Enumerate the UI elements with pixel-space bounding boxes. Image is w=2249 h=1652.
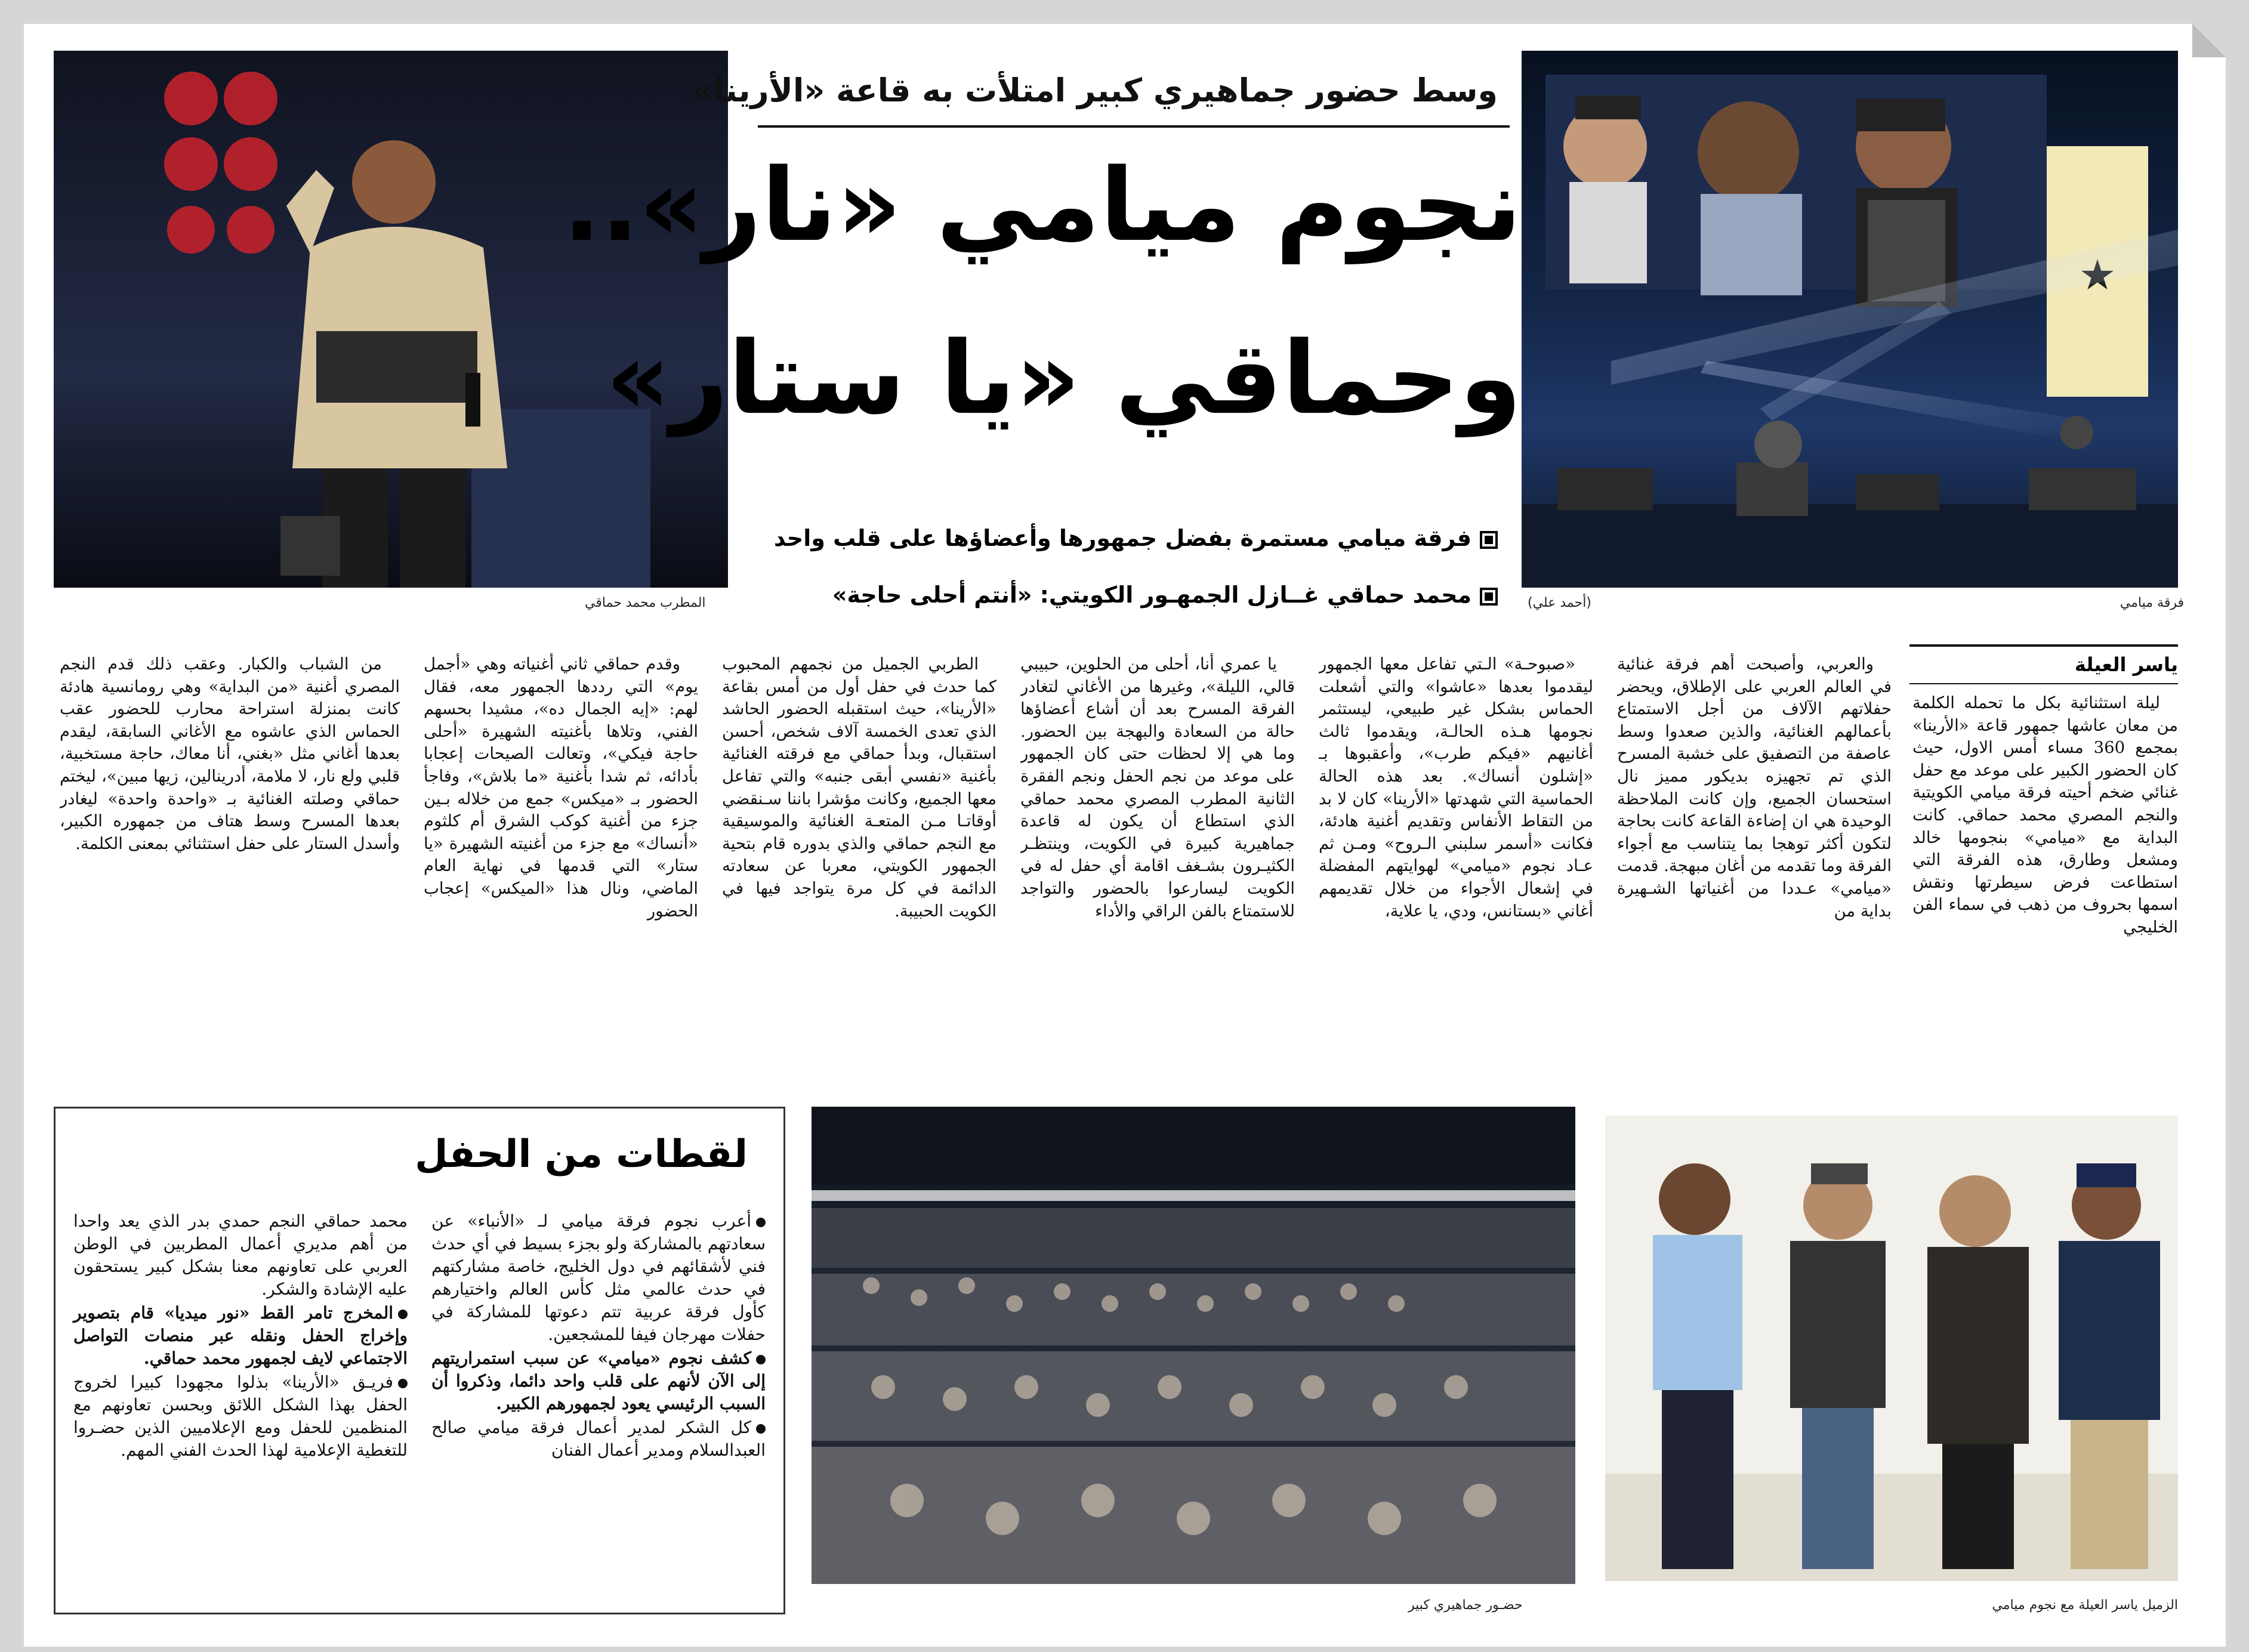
sidebar-box [54,1107,785,1614]
crowd-photo [812,1107,1575,1584]
subhead-text-2: محمد حماقي غــازل الجمهـور الكويتي: «أنتم أحلى حاجة» [832,582,1471,608]
bullet-dot-icon [756,1218,766,1227]
byline: ياسر العيلة [2074,653,2178,676]
sidebar-item [73,1302,408,1370]
group-illustration [1605,1116,2178,1581]
photographer-credit: (أحمد علي) [1528,595,1591,610]
miami-band-photo [1522,51,2178,588]
article-column-7 [60,653,400,1098]
subhead-text-1: فرقة ميامي مستمرة بفضل جمهورها وأعضاؤها على قلب واحد [773,525,1471,551]
miami-band-caption: فرقة ميامي [2120,595,2184,610]
column-text: الطربي الجميل من نجمهم المحبوب كما حدث في حفل أول من أمس بقاعة «الأرينا»، حيث استقبله الحضور الحاشد الذي تعدى الخمسة آلاف شخص، أحسن استقبال، وبدأ حماقي مع فرقته الغنائية بأغنية «نفسي أبقى جنبه» والتي تفاعل معها الجميع، وكانت مؤشرا باننا سـنقضي أوقاتـا مـن المتعـة الغنائية والموسيقية مع النجم حماقي والذي بدوره قام بتحية الجمهور الكويتي، معربا عن سعادته الدائمة في كل مرة يتواجد فيها في الكويت الحبيبة. [722,654,997,921]
sidebar-item [431,1210,766,1346]
square-bullet-icon [1480,588,1498,606]
byline-rule-top [1909,644,2178,647]
headline-line1: نجوم ميامي «نار».. [563,147,1522,264]
sidebar-item [431,1416,766,1462]
column-text: وقدم حماقي ثاني أغنياته وهي «أجمل يوم» التي رددها الجمهور معه، فقال لهم: «إيه الجمال ده»، مشيدا بحسهم الفني، وتلاها بأغنيته الشهيرة «أحلى حاجة فيكي»، وتعالت الصيحات إعجابا بأدائه، ثم شدا بأغنية «ما بلاش»، وفاجأ الحضور بـ «ميكس» جمع من خلاله بـين جزء من أغنية كوكب الشرق أم كلثوم «أنساك» مع جزء من أغنيته الشهيرة «يا ستار» التي قدمها في نهاية العام الماضي، ونال هذا «الميكس» إعجاب الحضور [424,654,698,921]
subhead-bullet-1 [774,525,1498,551]
sidebar-item-text: فريـق «الأرينا» بذلوا مجهودا كبيرا لخروج الحفل بهذا الشكل اللائق وبحسن تعاونهم مع المنظمين للحفل ومع الإعلاميين الذين حضـروا للتغطية الإعلامية لهذا الحدث الفني المهم. [73,1372,408,1460]
newspaper-page [24,24,2226,1647]
bullet-dot-icon [398,1310,408,1319]
bullet-dot-icon [756,1424,766,1434]
page-fold-corner [2192,24,2226,57]
column-text: يا عمري أنا، أحلى من الحلوين، حبيبي قالي، الليلة»، وغيرها من الأغاني لتغادر الفرقة المسرح بعد أن أشاع أعضاؤها حالة من السعادة والبهجة بين الحضور. وما هي إلا لحظات حتى كان الجمهور على موعد من نجم الحفل ونجم الفقرة الثانية المطرب المصري محمد حماقي الذي استطاع أن يكون له قاعدة جماهيرية كبيرة في الكويت، وينتظـر الكثيـرون بشـغف اقامة أي حفل له في الكويت ليسارعوا بالحضور والتواجد للاستمتاع بالفن الراقي والأداء [1020,654,1295,921]
headline-line2: وحماقي «يا ستار» [606,320,1522,437]
singer-illustration [54,51,728,588]
subhead-bullet-2 [832,582,1498,608]
article-column-1 [1912,692,2178,1098]
sidebar-title: لقطات من الحفل [415,1132,748,1177]
sidebar-item-text: كشف نجوم «ميامي» عن سبب استمراريتهم إلى الآن لأنهم على قلب واحد دائما، وذكروا أن السبب الرئيسي يعود لجمهورهم الكبير. [431,1348,766,1413]
byline-rule-bottom [1909,683,2178,684]
column-text: ليلة استثنائية بكل ما تحمله الكلمة من معان عاشها جمهور قاعة «الأرينا» بمجمع 360 مساء أمس الاول، حيث كان الحضور الكبير على موعد مع حفل غنائي ضخم أحيته فرقة ميامي الكويتية والنجم المصري محمد حماقي. كانت البداية مع «ميامي» بنجومها خالد ومشعل وطارق، هذه الفرقة التي استطاعت فرض سيطرتها ونقش اسمها بحروف من ذهب في سماء الفن الخليجي [1912,693,2178,937]
bullet-dot-icon [756,1355,766,1364]
singer-caption: المطرب محمد حماقي [585,595,706,610]
kicker: وسط حضور جماهيري كبير امتلأت به قاعة «الأرينا» [692,72,1498,109]
article-column-5 [722,653,997,1098]
article-column-6 [424,653,698,1098]
sidebar-item [431,1347,766,1415]
sidebar-item [73,1210,408,1301]
column-text: «صبوحـة» الـتي تفاعل معها الجمهور ليقدموا بعدها «عاشوا» والتي أشعلت الحماس بشكل غير طبيعي، ليستثمر نجومها هـذه الحالـة، ويقدموا ثالث أغانيهم «فيكم طرب»، وأعقبوها بـ «إشلون أنساك». بعد هذه الحالة الحماسية التي شهدتها «الأرينا» كان لا بد من التقاط الأنفاس وتقديم أغنية هادئة، فكانت «أسمر سلبني الـروح» ومـن ثم عـاد نجوم «ميامي» لهوايتهم المفضلة في إشعال الأجواء من خلال تقديمهم أغاني «بستانس، ودي، يا علاية، [1319,654,1593,921]
kicker-rule [758,125,1510,128]
hamaki-photo [54,51,728,588]
stage-illustration [1522,51,2178,588]
crowd-caption: حضـور جماهيري كبير [1408,1598,1523,1613]
article-column-4 [1020,653,1295,1098]
article-column-3 [1319,653,1593,1098]
group-caption: الزميل ياسر العيلة مع نجوم ميامي [1992,1598,2178,1613]
group-photo [1605,1116,2178,1581]
column-text: من الشباب والكبار. وعقب ذلك قدم النجم المصري أغنية «من البداية» وهي رومانسية هادئة كانت بمنزلة استراحة محارب للحضور عقب الحماس الذي عاشوه مع الأغاني السابقة، ليقدم بعدها أغاني مثل «بغني، أنا معاك، حاجة مستخبية، قلبي ولع نار، لا ملامة، أدرينالين، زيها مبين»، ليختم حماقي وصلته الغنائية بـ «واحدة واحدة» ليغادر بعدها المسرح وسط هتاف من جمهوره الكبير، وأسدل الستار على حفل استثنائي بمعنى الكلمة. [60,654,400,853]
square-bullet-icon [1480,531,1498,549]
sidebar-item-text: أعرب نجوم فرقة ميامي لـ «الأنباء» عن سعادتهم بالمشاركة ولو بجزء بسيط في أي حدث فني لأشقائهم في دول الخليج، خاصة مشاركتهم في حدث عالمي مثل كأس العالم واختيارهم كأول فرقة عربية تتم دعوتها للمشاركة في حفلات مهرجان فيفا للمشجعين. [431,1211,766,1344]
sidebar-item-text: المخرج تامر القط «نور ميديا» قام بتصوير وإخراج الحفل ونقله عبر منصات التواصل الاجتماعي لايف لجمهور محمد حماقي. [73,1303,408,1368]
sidebar-right-column [431,1210,766,1463]
crowd-illustration [812,1107,1575,1584]
sidebar-left-column [73,1210,408,1463]
article-column-2 [1617,653,1892,1098]
sidebar-item-text: محمد حماقي النجم حمدي بدر الذي يعد واحدا من أهم مديري أعمال المطربين في الوطن العربي على تعاونهم معنا بشكل كبير يستحقون عليه الإشادة والشكر. [73,1211,408,1299]
bullet-dot-icon [398,1379,408,1388]
column-text: والعربي، وأصبحت أهم فرقة غنائية في العالم العربي على الإطلاق، ويحضر حفلاتهم الآلاف من أجل الاستمتاع بأعمالهم الغنائية، والذين صعدوا وسط عاصفة من التصفيق على خشبة المسرح الذي تم تجهيزه بديكور مميز نال استحسان الجميع، وإن كانت الملاحظة الوحيدة هي ان إضاءة القاعة كانت بحاجة لتكون أكثر توهجا بما يتناسب مع أجواء الفرقة وما تقدمه من أغان مبهجة. قدمت «ميامي» عـددا من أغنياتها الشـهيرة بداية من [1617,654,1892,921]
sidebar-item-text: كل الشكر لمدير أعمال فرقة ميامي صالح العبدالسلام ومدير أعمال الفنان [431,1418,766,1460]
sidebar-item [73,1371,408,1462]
